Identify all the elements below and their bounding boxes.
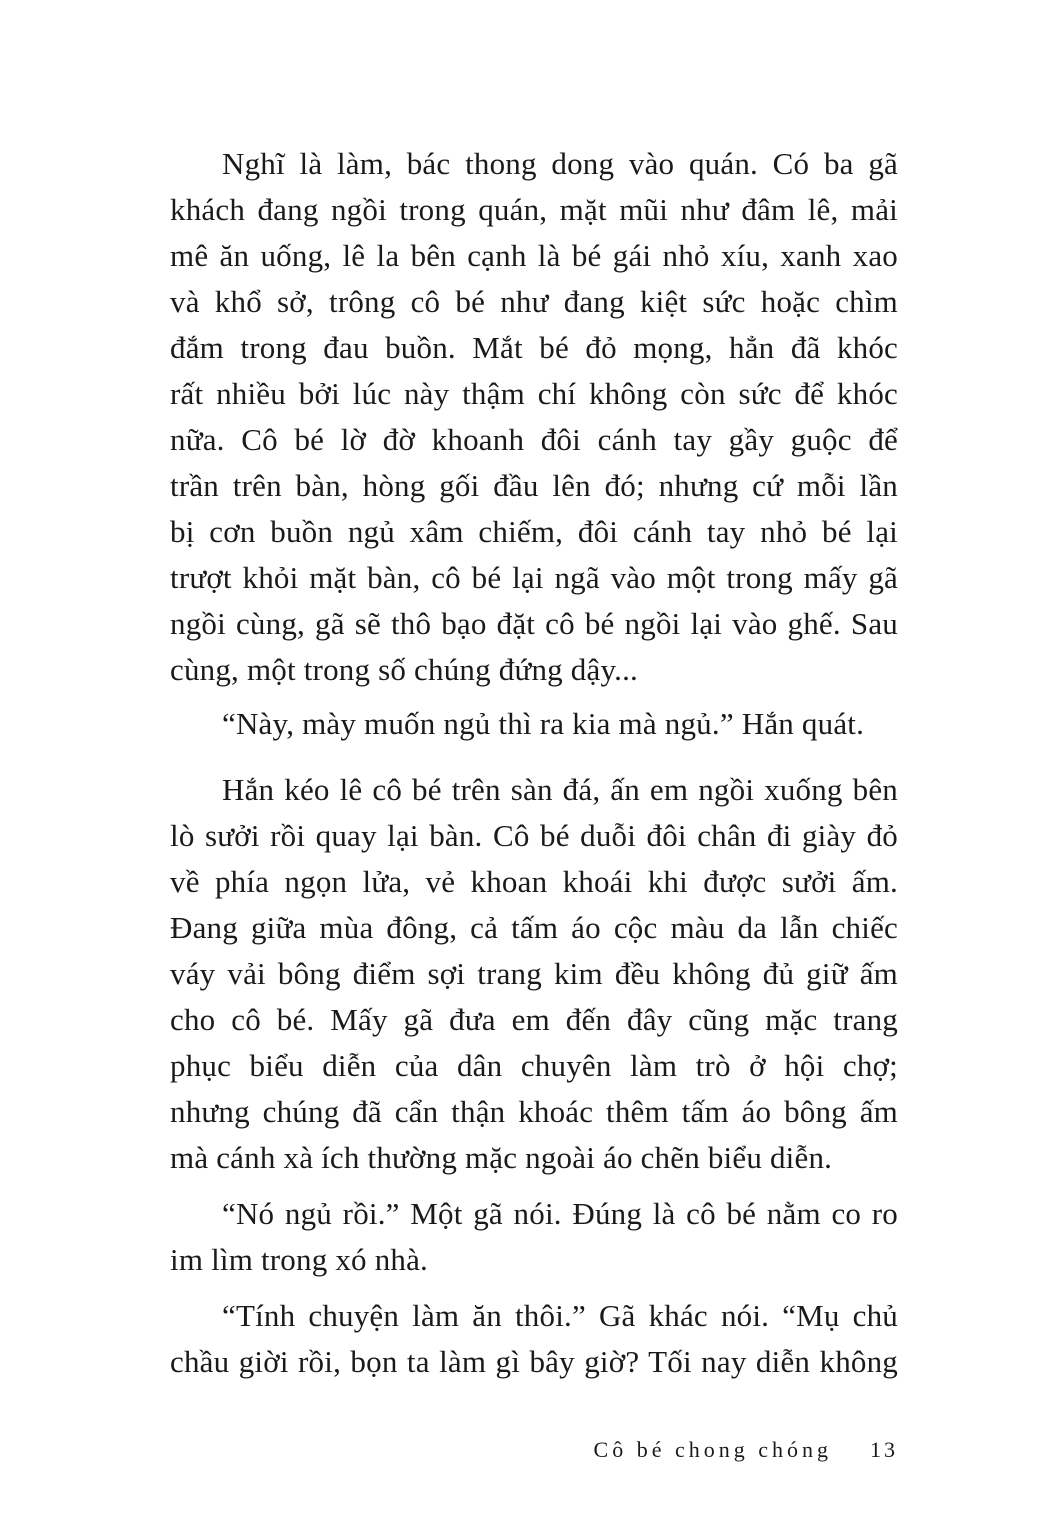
text-line: Hắn kéo lê cô bé trên sàn đá, ấn em ngồi xuống bên xyxy=(222,772,898,807)
text-line: “Tính chuyện làm ăn thôi.” Gã khác nói. “Mụ chủ xyxy=(222,1298,898,1333)
text-line: cùng, một trong số chúng đứng dậy... xyxy=(170,652,638,687)
text-line: bị cơn buồn ngủ xâm chiếm, đôi cánh tay nhỏ bé lại xyxy=(170,514,898,549)
text-line: Nghĩ là làm, bác thong dong vào quán. Có ba gã xyxy=(222,146,898,181)
text-line: nữa. Cô bé lờ đờ khoanh đôi cánh tay gầy guộc để xyxy=(170,422,898,457)
text-line: phục biểu diễn của dân chuyên làm trò ở hội chợ; xyxy=(170,1048,898,1083)
text-line: khách đang ngồi trong quán, mặt mũi như đâm lê, mải xyxy=(170,192,898,227)
text-line: trượt khỏi mặt bàn, cô bé lại ngã vào một trong mấy gã xyxy=(170,560,898,595)
text-line: im lìm trong xó nhà. xyxy=(170,1242,429,1277)
text-line: lò sưởi rồi quay lại bàn. Cô bé duỗi đôi chân đi giày đỏ xyxy=(170,818,898,853)
text-line: về phía ngọn lửa, vẻ khoan khoái khi được sưởi ấm. xyxy=(170,864,898,899)
text-line: váy vải bông điểm sợi trang kim đều không đủ giữ ấm xyxy=(170,956,898,991)
text-line: cho cô bé. Mấy gã đưa em đến đây cũng mặc trang xyxy=(170,1002,898,1037)
text-line: và khổ sở, trông cô bé như đang kiệt sức hoặc chìm xyxy=(170,284,898,319)
text-line: đắm trong đau buồn. Mắt bé đỏ mọng, hẳn đã khóc xyxy=(170,330,898,365)
text-line: Đang giữa mùa đông, cả tấm áo cộc màu da lẫn chiếc xyxy=(170,910,898,945)
text-line: trần trên bàn, hòng gối đầu lên đó; nhưng cứ mỗi lần xyxy=(170,468,898,503)
page-footer xyxy=(594,1432,898,1468)
text-line: mà cánh xà ích thường mặc ngoài áo chẽn biểu diễn. xyxy=(170,1140,833,1175)
text-line: chầu giời rồi, bọn ta làm gì bây giờ? Tối nay diễn không xyxy=(170,1344,898,1379)
page-number: 13 xyxy=(870,1437,898,1462)
text-line: mê ăn uống, lê la bên cạnh là bé gái nhỏ xíu, xanh xao xyxy=(170,238,898,273)
text-line: rất nhiều bởi lúc này thậm chí không còn sức để khóc xyxy=(170,376,898,411)
text-line: “Này, mày muốn ngủ thì ra kia mà ngủ.” Hắn quát. xyxy=(222,706,865,741)
text-line: ngồi cùng, gã sẽ thô bạo đặt cô bé ngồi lại vào ghế. Sau xyxy=(170,606,898,641)
text-line: nhưng chúng đã cẩn thận khoác thêm tấm áo bông ấm xyxy=(170,1094,898,1129)
running-title: Cô bé chong chóng xyxy=(593,1437,832,1462)
text-line: “Nó ngủ rồi.” Một gã nói. Đúng là cô bé nằm co ro xyxy=(222,1196,898,1231)
